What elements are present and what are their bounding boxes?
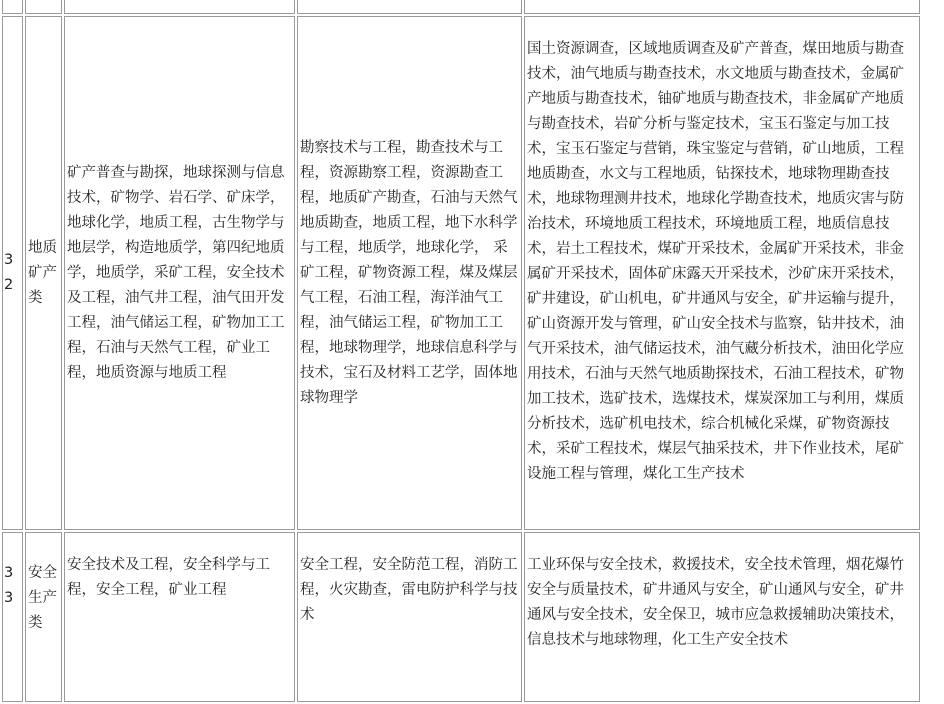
grad-majors-cell: 矿产普查与勘探，地球探测与信息技术，矿物学、岩石学、矿床学，地球化学，地质工程，古生物学与地层学，构造地质学，第四纪地质学，地质学，采矿工程，安全技术及工程，油气井工程，油气田开发工程，油气储运工程，矿物加工工程，石油与天然气工程，矿业工程，地质资源与地质工程 bbox=[64, 16, 295, 530]
table-row bbox=[2, 532, 920, 702]
grad-majors-cell bbox=[64, 0, 295, 14]
undergrad-majors-cell: 安全工程，安全防范工程，消防工程，火灾勘查，雷电防护科学与技术 bbox=[297, 532, 522, 702]
category-cell bbox=[25, 0, 62, 14]
vocational-majors-cell: 国土资源调查，区域地质调查及矿产普查，煤田地质与勘查技术，油气地质与勘查技术，水文地质与勘查技术，金属矿产地质与勘查技术，铀矿地质与勘查技术，非金属矿产地质与勘查技术，岩矿分析与鉴定技术，宝玉石鉴定与加工技术，宝玉石鉴定与营销，珠宝鉴定与营销，矿山地质，工程地质勘查，水文与工程地质，钻探技术，地球物理勘查技术，地球物理测井技术，地球化学勘查技术，地质灾害与防治技术，环境地质工程技术，环境地质工程，地质信息技术，岩土工程技术，煤矿开采技术，金属矿开采技术，非金属矿开采技术，固体矿床露天开采技术，沙矿床开采技术，矿井建设，矿山机电，矿井通风与安全，矿井运输与提升，矿山资源开发与管理，矿山安全技术与监察，钻井技术，油气开采技术，油气储运技术，油气藏分析技术，油田化学应用技术，石油与天然气地质勘探技术，石油工程技术，矿物加工技术，选矿技术，选煤技术，煤炭深加工与利用，煤质分析技术，选矿机电技术，综合机械化采煤，矿物资源技术，采矿工程技术，煤层气抽采技术，井下作业技术，尾矿设施工程与管理，煤化工生产技术 bbox=[524, 16, 920, 530]
row-index bbox=[2, 0, 23, 14]
vocational-majors-cell: 工业环保与安全技术，救援技术，安全技术管理，烟花爆竹安全与质量技术，矿井通风与安全，矿山通风与安全，矿井通风与安全技术，安全保卫，城市应急救援辅助决策技术，信息技术与地球物理，化工生产安全技术 bbox=[524, 532, 920, 702]
row-index: 32 bbox=[2, 16, 23, 530]
category-cell: 安全生产类 bbox=[25, 532, 62, 702]
table-row bbox=[2, 16, 920, 530]
undergrad-majors-cell bbox=[297, 0, 522, 14]
undergrad-majors-cell: 勘察技术与工程，勘查技术与工程，资源勘察工程，资源勘查工程，地质矿产勘查，石油与天然气地质勘查，地质工程，地下水科学与工程，地质学，地球化学， 采矿工程，矿物资源工程，煤及煤层气工程，石油工程，海洋油气工程，油气储运工程，矿物加工工程，地球物理学，地球信息科学与技术，宝石及材料工艺学，固体地球物理学 bbox=[297, 16, 522, 530]
vocational-majors-cell bbox=[524, 0, 920, 14]
grad-majors-cell: 安全技术及工程，安全科学与工程，安全工程，矿业工程 bbox=[64, 532, 295, 702]
category-cell: 地质矿产类 bbox=[25, 16, 62, 530]
table-row bbox=[2, 0, 920, 14]
row-index: 33 bbox=[2, 532, 23, 702]
